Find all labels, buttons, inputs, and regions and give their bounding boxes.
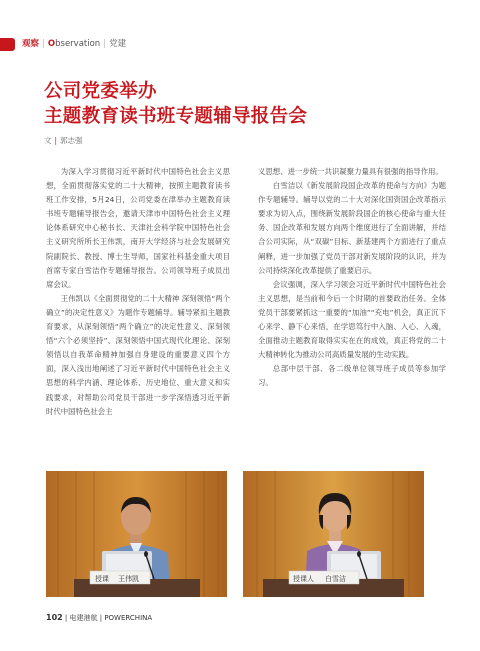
author-name: 郭志强: [60, 136, 83, 145]
section-english-initial: O: [47, 39, 56, 49]
placard-label: 授课: [95, 575, 109, 583]
body-column-left: [46, 165, 230, 419]
section-english-rest: bservation: [55, 39, 101, 49]
footer-divider: |: [97, 614, 105, 622]
speaker-photo-bai: [243, 471, 424, 597]
footer-divider: |: [62, 614, 70, 622]
page-number: 102: [46, 613, 63, 622]
section-header: [0, 38, 480, 52]
speaker-photo-wang: [46, 471, 227, 597]
speaker-photo-bai-illustration: [243, 471, 424, 597]
header-divider: |: [42, 39, 45, 49]
section-tag: 党建: [109, 39, 127, 49]
placard-name: 王伟凯: [118, 575, 139, 583]
section-marker-bar: [0, 38, 15, 51]
header-divider-2: |: [103, 39, 107, 49]
magazine-name: 电建港航: [69, 614, 98, 622]
byline-divider: |: [54, 136, 58, 145]
body-paragraph: 王伟凯以《全面贯彻党的二十大精神 深刻领悟“两个确立”的决定性意义》为题作专题辅导。辅导紧扣主题教育要求，从深刻领悟“两个确立”的决定性意义、深刻领悟“六个必须坚持”、深刻领悟中国式现代化理论、深刻领悟以自我革命精神加强自身建设的重要意义四个方面，深入浅出地阐述了习近平新时代中国特色社会主义思想的科学内涵、理论体系、历史地位、重大意义和实践要求，对帮助公司党员干部进一步学深悟透习近平新时代中国特色社会主: [46, 293, 230, 416]
section-name: 观察: [22, 39, 40, 49]
body-paragraph: 会议强调，深入学习领会习近平新时代中国特色社会主义思想，是当前和今后一个时期的首要政治任务。全体党员干部要紧抓这一重要的“加油”“充电”机会，真正沉下心来学、静下心来悟，在学思笃行中入脑、入心、入魂，全面推动主题教育取得实实在在的成效，真正将党的二十大精神转化为推动公司高质量发展的生动实践。: [258, 279, 446, 360]
article-title-line-2: 主题教育读书班专题辅导报告会: [44, 106, 308, 127]
body-paragraph: 白雪洁以《新发展阶段国企改革的使命与方向》为题作专题辅导。辅导以党的二十大对深化国资国企改革指示要求为切入点，围绕新发展阶段国企的核心使命与重大任务、国企改革和发展方向两个维度进行了全面讲解，并结合公司实际，从“双碳”目标、新基建两个方面进行了重点阐释，进一步加强了党员干部对新发展阶段的认识，并为公司持续深化改革提供了重要启示。: [258, 181, 446, 275]
magazine-brand: POWERCHINA: [104, 614, 153, 622]
article-title: [44, 79, 307, 129]
speaker-photo-wang-illustration: [46, 471, 227, 597]
byline: [44, 135, 83, 146]
section-breadcrumb: [22, 38, 126, 51]
body-column-right: [258, 165, 446, 391]
body-paragraph-continued: 义思想、进一步统一共识凝聚力量具有很强的指导作用。: [258, 167, 443, 176]
body-paragraph: 总部中层干部、各二级单位领导班子成员等参加学习。: [258, 364, 446, 388]
section-english: [48, 39, 100, 49]
placard-name: 白雪洁: [325, 575, 346, 583]
article-title-line-1: 公司党委举办: [44, 81, 157, 102]
page-footer: [46, 613, 152, 623]
body-paragraph: 为深入学习贯彻习近平新时代中国特色社会主义思想，全面贯彻落实党的二十大精神，按照主题教育读书班工作安排，5月24日，公司党委在津举办主题教育读书班专题辅导报告会，邀请天津市中国特色社会主义理论体系研究中心秘书长、天津社会科学院中国特色社会主义研究所所长王伟凯，南开大学经济与社会发展研究院副院长、教授、博士生导师，国家社科基金重大项目首席专家白雪洁作专题辅导报告。公司领导班子成员出席会议。: [46, 167, 230, 289]
byline-label: 文: [44, 136, 52, 145]
placard-label: 授课人: [293, 575, 314, 583]
